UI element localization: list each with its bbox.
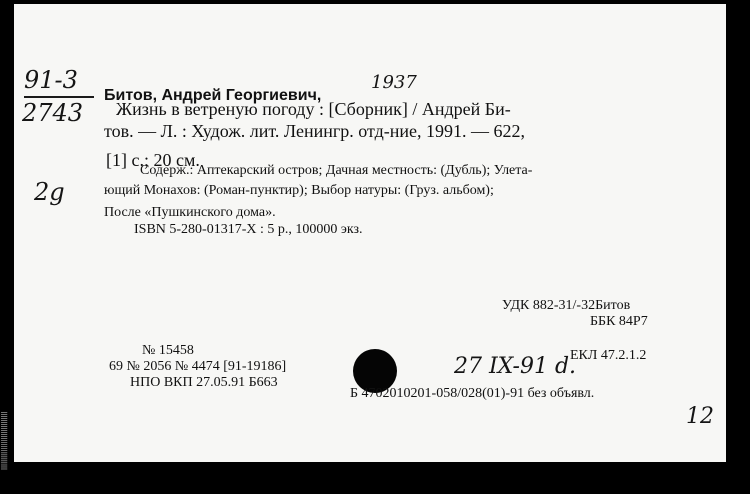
margin-mark: 2g (34, 178, 65, 206)
handwritten-date: 27 IX-91 d. (454, 354, 577, 379)
birth-year: 1937 (371, 72, 417, 93)
bbk-code: ББК 84Р7 (590, 314, 648, 329)
contents-line-2: ющий Монахов: (Роман-пунктир); Выбор натуры: (Груз. альбом); (104, 183, 494, 198)
edge-strip: ||||||||||||||||||||||||||||| (1, 411, 8, 470)
print-line: 69 № 2056 № 4474 [91-19186] (109, 359, 287, 374)
order-number: № 15458 (142, 343, 194, 358)
author-heading: Битов, Андрей Георгиевич, (104, 87, 322, 104)
b-code-line: Б 4702010201-058/028(01)-91 без объявл. (350, 386, 595, 401)
isbn-line: ISBN 5-280-01317-X : 5 р., 100000 экз. (134, 222, 363, 237)
title-line-1: Жизнь в ветреную погоду : [Сборник] / Андрей Би- (116, 99, 511, 119)
call-number-bottom: 2743 (22, 99, 84, 127)
title-line-3: [1] с.; 20 см. (106, 150, 200, 170)
catalog-card (14, 4, 726, 462)
title-line-2: тов. — Л. : Худож. лит. Ленингр. отд-ние, 1991. — 622, (104, 121, 526, 141)
call-number-top: 91-3 (24, 66, 78, 94)
udc-code: УДК 882-31/-32Битов (502, 298, 631, 313)
corner-mark: 12 (686, 404, 714, 429)
call-number-divider (24, 96, 94, 98)
contents-line-1: Содерж.: Аптекарский остров; Дачная местность: (Дубль); Улета- (140, 163, 533, 178)
ekl-code: ЕКЛ 47.2.1.2 (570, 348, 647, 363)
publisher-line: НПО ВКП 27.05.91 Б663 (130, 375, 278, 390)
contents-line-3: После «Пушкинского дома». (104, 205, 276, 220)
